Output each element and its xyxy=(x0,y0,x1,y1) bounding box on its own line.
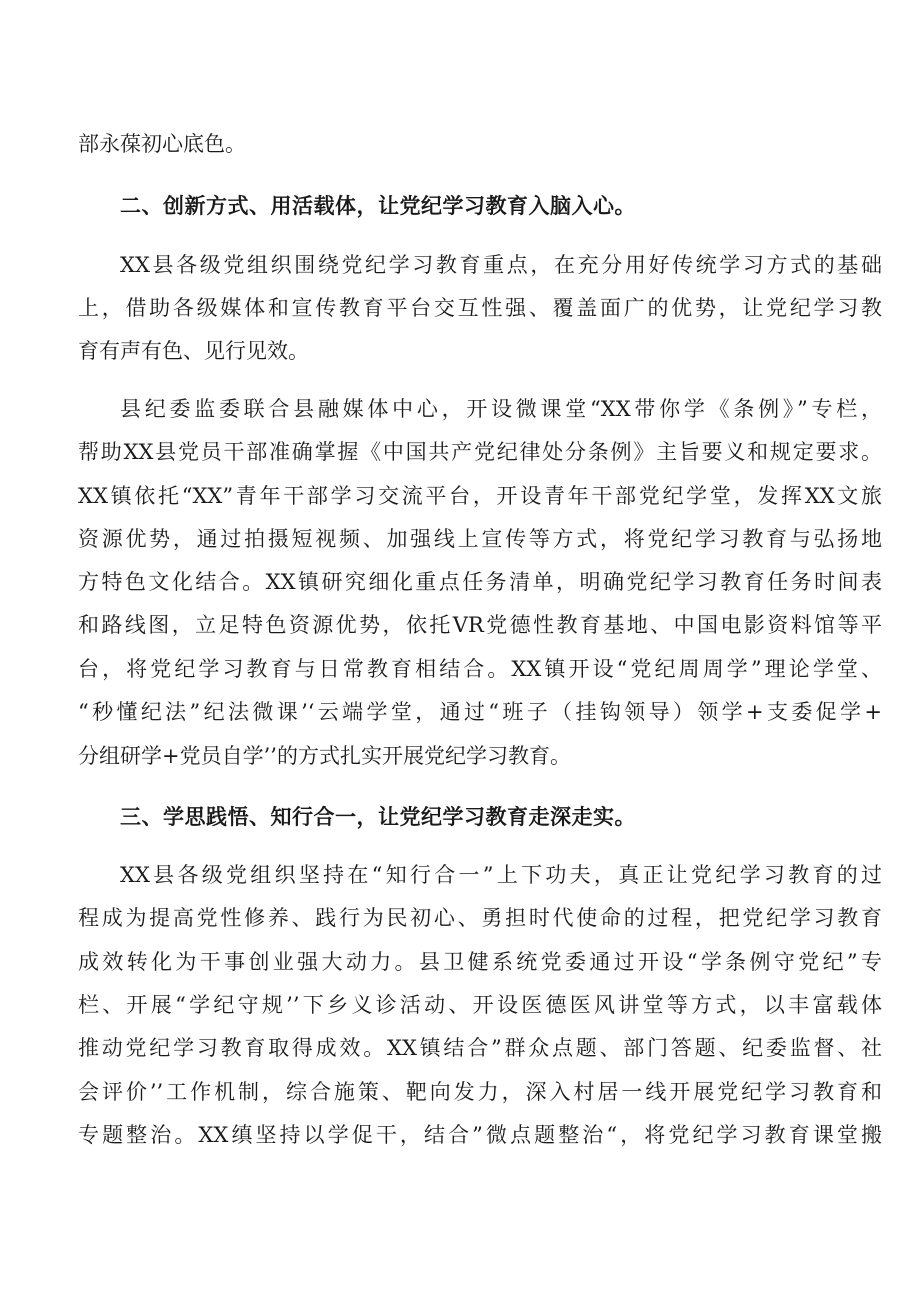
paragraph-line: 县纪委监委联合县融媒体中心，开设微课堂“XX带你学《条例》”专栏， xyxy=(120,397,882,421)
paragraph-line: 推动党纪学习教育取得成效。XX镇结合”群众点题、部门答题、纪委监督、社 xyxy=(78,1036,882,1060)
section-heading-2: 二、创新方式、用活载体，让党纪学习教育入脑入心。 xyxy=(120,194,636,218)
paragraph-line: 会评价’’工作机制，综合施策、靶向发力，深入村居一线开展党纪学习教育和 xyxy=(78,1080,882,1104)
paragraph-line: 栏、开展“学纪守规’’下乡义诊活动、开设医德医风讲堂等方式，以丰富载体 xyxy=(78,993,882,1017)
paragraph-line: 方特色文化结合。XX镇研究细化重点任务清单，明确党纪学习教育任务时间表 xyxy=(78,570,882,594)
paragraph-line: “秒懂纪法”纪法微课’‘云端学堂，通过“班子（挂钩领导）领学+支委促学+ xyxy=(78,700,882,724)
paragraph-line: 和路线图，立足特色资源优势，依托VR党德性教育基地、中国电影资料馆等平 xyxy=(78,613,882,637)
paragraph-line: 成效转化为干事创业强大动力。县卫健系统党委通过开设“学条例守党纪”专 xyxy=(78,950,882,974)
paragraph-line: 部永葆初心底色。 xyxy=(78,132,246,156)
paragraph-line: 分组研学+党员自学’’的方式扎实开展党纪学习教育。 xyxy=(78,744,571,768)
paragraph-line: 程成为提高党性修养、践行为民初心、勇担时代使命的过程，把党纪学习教育 xyxy=(78,906,882,930)
paragraph-line: XX县各级党组织坚持在“知行合一”上下功夫，真正让党纪学习教育的过 xyxy=(120,863,882,887)
section-heading-3: 三、学思践悟、知行合一，让党纪学习教育走深走实。 xyxy=(120,805,636,829)
paragraph-line: 帮助XX县党员干部准确掌握《中国共产党纪律处分条例》主旨要义和规定要求。 xyxy=(78,440,882,464)
paragraph-line: 专题整治。XX缜坚持以学促干，结合”微点题整治“，将党纪学习教育课堂搬 xyxy=(78,1123,882,1147)
paragraph-line: 上，借助各级媒体和宣传教育平台交互性强、覆盖面广的优势，让党纪学习教 xyxy=(78,296,882,320)
paragraph-line: 资源优势，通过拍摄短视频、加强线上宣传等方式，将党纪学习教育与弘扬地 xyxy=(78,527,882,551)
paragraph-line: XX县各级党组织围绕党纪学习教育重点，在充分用好传统学习方式的基础 xyxy=(120,253,882,277)
paragraph-line: XX镇依托“XX”青年干部学习交流平台，开设青年干部党纪学堂，发挥XX文旅 xyxy=(78,484,882,508)
paragraph-line: 台，将党纪学习教育与日常教育相结合。XX镇开设“党纪周周学”理论学堂、 xyxy=(78,657,882,681)
paragraph-line: 育有声有色、见行见效。 xyxy=(78,339,309,363)
